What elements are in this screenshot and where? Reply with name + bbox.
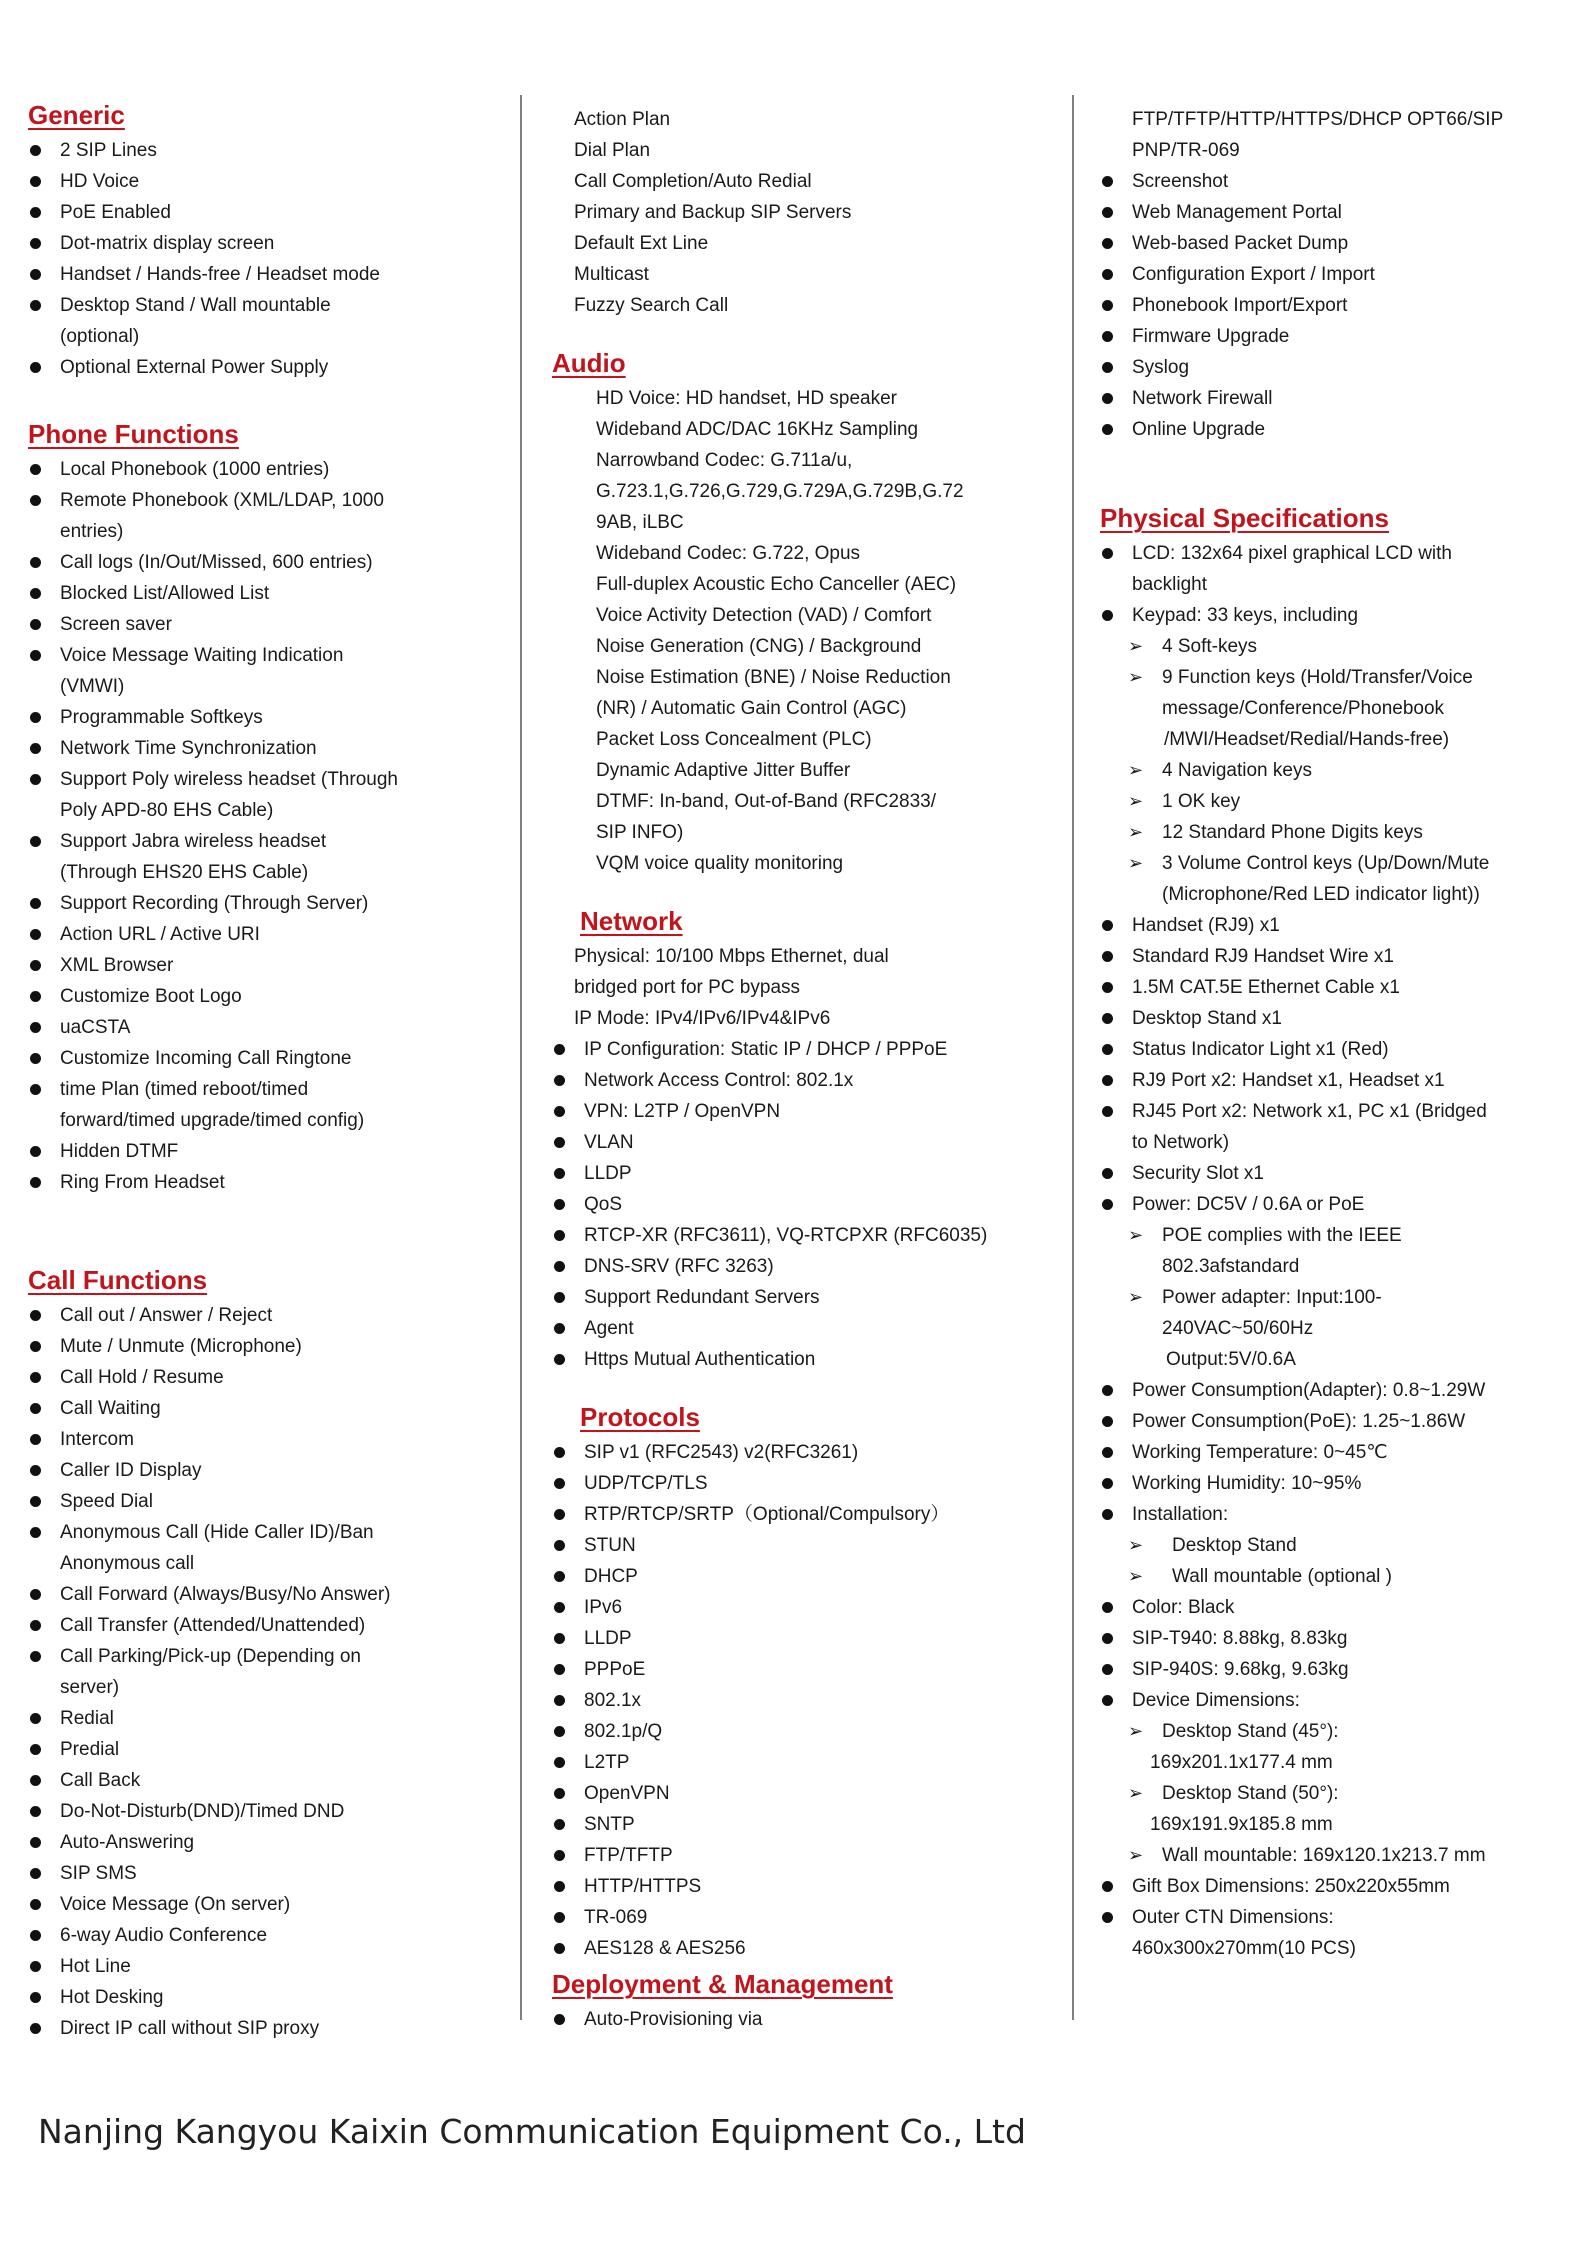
list-item: Web Management Portal [1100,197,1570,228]
list-item: Support Poly wireless headset (Through [28,764,498,795]
list-item: Firmware Upgrade [1100,321,1570,352]
sub-item-cont: /MWI/Headset/Redial/Hands-free) [1164,729,1450,750]
list-item: Dynamic Adaptive Jitter Buffer [596,760,851,781]
list-item: Physical: 10/100 Mbps Ethernet, dual [574,946,889,967]
list-item: FTP/TFTP [552,1840,1052,1871]
list-item: uaCSTA [28,1012,498,1043]
list-item: SNTP [552,1809,1052,1840]
list-item-cont: FTP/TFTP/HTTP/HTTPS/DHCP OPT66/SIP [1132,109,1504,130]
column-divider-2 [1072,95,1074,2020]
list-item: Do-Not-Disturb(DND)/Timed DND [28,1796,498,1827]
list-item: IP Mode: IPv4/IPv6/IPv4&IPv6 [574,1008,831,1029]
audio-heading: Audio [552,348,626,378]
list-item: Device Dimensions: [1100,1685,1570,1716]
list-item: Direct IP call without SIP proxy [28,2013,498,2044]
list-item: Narrowband Codec: G.711a/u, [596,450,853,471]
list-item: Power Consumption(Adapter): 0.8~1.29W [1100,1375,1570,1406]
sub-item: ➢ 9 Function keys (Hold/Transfer/Voice [1100,662,1570,693]
list-item: PoE Enabled [28,197,498,228]
list-item: Dial Plan [574,140,651,161]
deployment-continued [1100,104,1570,445]
list-item: Configuration Export / Import [1100,259,1570,290]
list-item: Call logs (In/Out/Missed, 600 entries) [28,547,498,578]
column-divider-1 [520,95,522,2020]
list-item-cont: server) [60,1677,120,1698]
list-item: Agent [552,1313,1052,1344]
list-item-cont: to Network) [1132,1132,1230,1153]
list-item: OpenVPN [552,1778,1052,1809]
list-item: Caller ID Display [28,1455,498,1486]
list-item: Full-duplex Acoustic Echo Canceller (AEC) [596,574,957,595]
sub-item: ➢ Desktop Stand [1100,1530,1570,1561]
list-item: Voice Activity Detection (VAD) / Comfort [596,605,932,626]
sub-item: ➢ 4 Soft-keys [1100,631,1570,662]
list-item: Color: Black [1100,1592,1570,1623]
list-item: Auto-Answering [28,1827,498,1858]
list-item: 802.1p/Q [552,1716,1052,1747]
list-item: Customize Boot Logo [28,981,498,1012]
list-item: RTP/RTCP/SRTP（Optional/Compulsory） [552,1499,1052,1530]
list-item-cont: 460x300x270mm(10 PCS) [1132,1938,1356,1959]
list-item: DTMF: In-band, Out-of-Band (RFC2833/ [596,791,937,812]
list-item: HD Voice [28,166,498,197]
list-item: Call Parking/Pick-up (Depending on [28,1641,498,1672]
sub-item: ➢ Desktop Stand (45°): [1100,1716,1570,1747]
sub-item: ➢ POE complies with the IEEE [1100,1220,1570,1251]
list-item: VPN: L2TP / OpenVPN [552,1096,1052,1127]
list-item: Primary and Backup SIP Servers [574,202,852,223]
list-item: XML Browser [28,950,498,981]
list-item: Desktop Stand / Wall mountable [28,290,498,321]
list-item: Support Recording (Through Server) [28,888,498,919]
sub-item: ➢ Power adapter: Input:100- [1100,1282,1570,1313]
list-item: Ring From Headset [28,1167,498,1198]
list-item: Online Upgrade [1100,414,1570,445]
list-item: Wideband ADC/DAC 16KHz Sampling [596,419,919,440]
sub-item: ➢ 1 OK key [1100,786,1570,817]
list-item: Support Jabra wireless headset [28,826,498,857]
list-item: VQM voice quality monitoring [596,853,844,874]
list-item-cont: (VMWI) [60,676,125,697]
sub-item-cont: 802.3afstandard [1162,1256,1300,1277]
list-item: Https Mutual Authentication [552,1344,1052,1375]
column-1 [28,95,498,2044]
list-item: Call Forward (Always/Busy/No Answer) [28,1579,498,1610]
list-item-cont: (optional) [60,326,140,347]
list-item: LCD: 132x64 pixel graphical LCD with [1100,538,1570,569]
list-item: VLAN [552,1127,1052,1158]
list-item: LLDP [552,1623,1052,1654]
list-item-cont: Poly APD-80 EHS Cable) [60,800,274,821]
list-item: RJ45 Port x2: Network x1, PC x1 (Bridged [1100,1096,1570,1127]
list-item: Desktop Stand x1 [1100,1003,1570,1034]
sub-item-cont: 240VAC~50/60Hz [1162,1318,1314,1339]
list-item: Network Access Control: 802.1x [552,1065,1052,1096]
list-item: Packet Loss Concealment (PLC) [596,729,872,750]
list-item: QoS [552,1189,1052,1220]
list-item: Customize Incoming Call Ringtone [28,1043,498,1074]
list-item: Call Waiting [28,1393,498,1424]
sub-item: ➢ Wall mountable (optional ) [1100,1561,1570,1592]
list-item: Dot-matrix display screen [28,228,498,259]
sub-item: ➢ 3 Volume Control keys (Up/Down/Mute [1100,848,1570,879]
list-item: Phonebook Import/Export [1100,290,1570,321]
list-item: Outer CTN Dimensions: [1100,1902,1570,1933]
call-functions-heading: Call Functions [28,1265,208,1295]
list-item-cont: Anonymous call [60,1553,195,1574]
protocols-list [552,1437,1052,1964]
list-item: Intercom [28,1424,498,1455]
list-item: SIP-940S: 9.68kg, 9.63kg [1100,1654,1570,1685]
sub-item-cont: (Microphone/Red LED indicator light)) [1162,884,1480,905]
list-item: RJ9 Port x2: Handset x1, Headset x1 [1100,1065,1570,1096]
phone-functions-list [28,454,498,1198]
audio-list [552,383,1052,879]
sub-item: ➢ 12 Standard Phone Digits keys [1100,817,1570,848]
list-item: bridged port for PC bypass [574,977,801,998]
sub-item-cont: 169x191.9x185.8 mm [1150,1814,1333,1835]
call-functions-list [28,1300,498,2044]
list-item-cont: forward/timed upgrade/timed config) [60,1110,365,1131]
list-item: DHCP [552,1561,1052,1592]
list-item: G.723.1,G.726,G.729,G.729A,G.729B,G.72 [596,481,964,502]
list-item: Syslog [1100,352,1570,383]
list-item: Status Indicator Light x1 (Red) [1100,1034,1570,1065]
list-item: Predial [28,1734,498,1765]
phone-functions-heading: Phone Functions [28,419,239,449]
list-item: 1.5M CAT.5E Ethernet Cable x1 [1100,972,1570,1003]
list-item: HTTP/HTTPS [552,1871,1052,1902]
list-item-cont: (Through EHS20 EHS Cable) [60,862,309,883]
list-item: Redial [28,1703,498,1734]
call-functions-continued [552,104,1052,321]
list-item: SIP v1 (RFC2543) v2(RFC3261) [552,1437,1052,1468]
list-item: Gift Box Dimensions: 250x220x55mm [1100,1871,1570,1902]
list-item: Voice Message Waiting Indication [28,640,498,671]
list-item: (NR) / Automatic Gain Control (AGC) [596,698,907,719]
list-item: UDP/TCP/TLS [552,1468,1052,1499]
list-item: Network Firewall [1100,383,1570,414]
network-list [552,941,1052,1375]
list-item: 6-way Audio Conference [28,1920,498,1951]
list-item-cont: entries) [60,521,124,542]
sub-item-cont: message/Conference/Phonebook [1162,698,1445,719]
list-item: RTCP-XR (RFC3611), VQ-RTCPXR (RFC6035) [552,1220,1052,1251]
list-item: Working Temperature: 0~45℃ [1100,1437,1570,1468]
list-item: Security Slot x1 [1100,1158,1570,1189]
deployment-heading: Deployment & Management [552,1969,893,1999]
list-item: LLDP [552,1158,1052,1189]
list-item: Working Humidity: 10~95% [1100,1468,1570,1499]
list-item-cont: backlight [1132,574,1207,595]
list-item: Call Hold / Resume [28,1362,498,1393]
list-item: Hidden DTMF [28,1136,498,1167]
list-item: 9AB, iLBC [596,512,684,533]
list-item: Call out / Answer / Reject [28,1300,498,1331]
list-item: Voice Message (On server) [28,1889,498,1920]
list-item: 2 SIP Lines [28,135,498,166]
list-item: Screenshot [1100,166,1570,197]
list-item: Installation: [1100,1499,1570,1530]
list-item: Network Time Synchronization [28,733,498,764]
list-item: Power: DC5V / 0.6A or PoE [1100,1189,1570,1220]
list-item: Noise Estimation (BNE) / Noise Reduction [596,667,951,688]
column-2 [552,95,1052,2035]
generic-heading: Generic [28,100,125,130]
sub-item: ➢ 4 Navigation keys [1100,755,1570,786]
list-item: Screen saver [28,609,498,640]
list-item: Blocked List/Allowed List [28,578,498,609]
sub-item: ➢ Wall mountable: 169x120.1x213.7 mm [1100,1840,1570,1871]
list-item: DNS-SRV (RFC 3263) [552,1251,1052,1282]
list-item: Call Completion/Auto Redial [574,171,812,192]
list-item: Power Consumption(PoE): 1.25~1.86W [1100,1406,1570,1437]
list-item: Optional External Power Supply [28,352,498,383]
list-item: Keypad: 33 keys, including [1100,600,1570,631]
sub-item-cont: Output:5V/0.6A [1166,1349,1296,1370]
list-item: Wideband Codec: G.722, Opus [596,543,861,564]
physical-specs-heading: Physical Specifications [1100,503,1390,533]
list-item: STUN [552,1530,1052,1561]
list-item: Speed Dial [28,1486,498,1517]
list-item: SIP INFO) [596,822,684,843]
list-item: 802.1x [552,1685,1052,1716]
list-item: Programmable Softkeys [28,702,498,733]
list-item: Web-based Packet Dump [1100,228,1570,259]
list-item: SIP-T940: 8.88kg, 8.83kg [1100,1623,1570,1654]
list-item: Call Back [28,1765,498,1796]
list-item: SIP SMS [28,1858,498,1889]
list-item: TR-069 [552,1902,1052,1933]
list-item: Multicast [574,264,649,285]
list-item: Action Plan [574,109,671,130]
deployment-list [552,2004,1052,2035]
list-item: Support Redundant Servers [552,1282,1052,1313]
list-item-cont: PNP/TR-069 [1132,140,1240,161]
list-item: L2TP [552,1747,1052,1778]
sub-item: ➢ Desktop Stand (50°): [1100,1778,1570,1809]
list-item: Remote Phonebook (XML/LDAP, 1000 [28,485,498,516]
list-item: Hot Desking [28,1982,498,2013]
list-item: HD Voice: HD handset, HD speaker [596,388,897,409]
list-item: Default Ext Line [574,233,709,254]
list-item: AES128 & AES256 [552,1933,1052,1964]
list-item: time Plan (timed reboot/timed [28,1074,498,1105]
list-item: IP Configuration: Static IP / DHCP / PPPoE [552,1034,1052,1065]
list-item: Handset / Hands-free / Headset mode [28,259,498,290]
list-item: Fuzzy Search Call [574,295,729,316]
column-3 [1100,95,1570,1964]
list-item: Call Transfer (Attended/Unattended) [28,1610,498,1641]
list-item: Local Phonebook (1000 entries) [28,454,498,485]
physical-specs-list [1100,538,1570,1964]
list-item: IPv6 [552,1592,1052,1623]
generic-list [28,135,498,383]
list-item: Auto-Provisioning via [552,2004,1052,2035]
list-item: Noise Generation (CNG) / Background [596,636,922,657]
list-item: Standard RJ9 Handset Wire x1 [1100,941,1570,972]
network-heading: Network [580,906,683,936]
list-item: PPPoE [552,1654,1052,1685]
list-item: Anonymous Call (Hide Caller ID)/Ban [28,1517,498,1548]
list-item: Handset (RJ9) x1 [1100,910,1570,941]
list-item: Action URL / Active URI [28,919,498,950]
list-item: Mute / Unmute (Microphone) [28,1331,498,1362]
list-item: Hot Line [28,1951,498,1982]
sub-item-cont: 169x201.1x177.4 mm [1150,1752,1333,1773]
protocols-heading: Protocols [580,1402,700,1432]
company-footer: Nanjing Kangyou Kaixin Communication Equipment Co., Ltd [38,2112,1026,2151]
